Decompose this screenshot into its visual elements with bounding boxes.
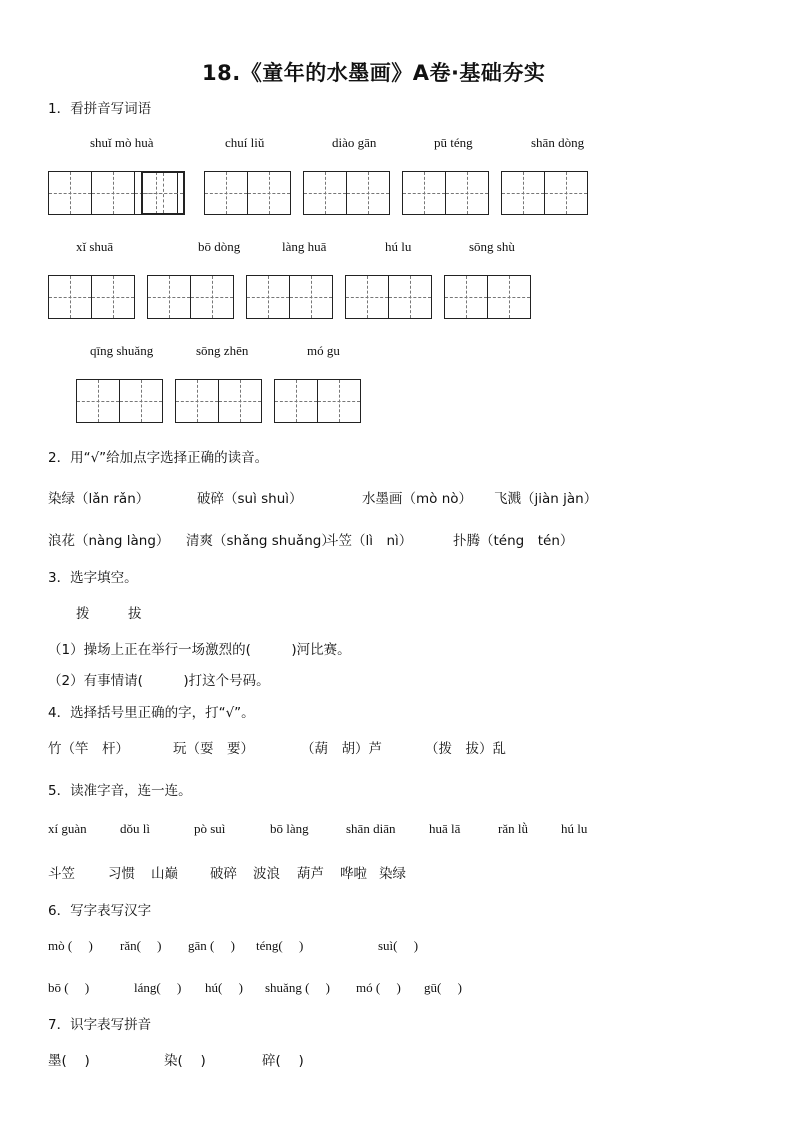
writing-cell[interactable] <box>274 379 318 423</box>
fill-sentence[interactable]: （2）有事情请( )打这个号码。 <box>48 673 270 689</box>
match-word[interactable]: 山巅 <box>151 866 178 882</box>
writing-grid[interactable] <box>246 275 332 319</box>
fill-blank[interactable]: rǎn( ) <box>120 938 162 953</box>
writing-cell[interactable] <box>317 379 361 423</box>
fill-sentence[interactable]: （1）操场上正在举行一场激烈的( )河比赛。 <box>48 642 351 658</box>
fill-blank[interactable]: 墨( ) <box>48 1053 90 1069</box>
fill-blank[interactable]: gū( ) <box>424 980 462 995</box>
writing-cell[interactable] <box>246 275 290 319</box>
pinyin-label: chuí liǔ <box>225 135 265 150</box>
writing-cell[interactable] <box>147 275 191 319</box>
choice-item[interactable]: 破碎（suì shuì） <box>197 491 303 507</box>
writing-cell[interactable] <box>91 171 135 215</box>
q6-heading: 6．写字表写汉字 <box>48 903 152 919</box>
choice-item[interactable]: （拨 拔）乱 <box>425 741 506 757</box>
pinyin-label: shān dòng <box>531 135 585 150</box>
fill-blank[interactable]: 碎( ) <box>262 1053 304 1069</box>
fill-blank[interactable]: gān ( ) <box>188 938 235 953</box>
choice-item[interactable]: 竹（竿 杆） <box>48 741 129 757</box>
writing-cell[interactable] <box>190 275 234 319</box>
writing-cell[interactable] <box>487 275 531 319</box>
pinyin-label: xǐ shuā <box>76 239 114 254</box>
writing-cell[interactable] <box>48 275 92 319</box>
match-pinyin[interactable]: huā lā <box>429 821 461 836</box>
writing-grid[interactable] <box>48 275 134 319</box>
writing-cell[interactable] <box>444 275 488 319</box>
writing-grid[interactable] <box>141 171 184 215</box>
match-pinyin[interactable]: rǎn lǜ <box>498 821 528 836</box>
q3-heading: 3．选字填空。 <box>48 570 138 586</box>
fill-blank[interactable]: bō ( ) <box>48 980 90 995</box>
pinyin-label: pū téng <box>434 135 473 150</box>
pinyin-label: diào gān <box>332 135 377 150</box>
match-pinyin[interactable]: dǒu lì <box>120 821 150 836</box>
fill-blank[interactable]: mò ( ) <box>48 938 93 953</box>
writing-cell[interactable] <box>119 379 163 423</box>
option-char: 拨 <box>76 606 90 622</box>
choice-item[interactable]: 飞溅（jiàn jàn） <box>494 491 598 507</box>
choice-item[interactable]: 染绿（lǎn rǎn） <box>48 491 150 507</box>
writing-grid[interactable] <box>402 171 488 215</box>
writing-cell[interactable] <box>303 171 347 215</box>
writing-grid[interactable] <box>444 275 530 319</box>
writing-grid[interactable] <box>175 379 261 423</box>
match-pinyin[interactable]: shān diān <box>346 821 396 836</box>
writing-grid[interactable] <box>147 275 233 319</box>
match-word[interactable]: 哗啦 <box>340 866 367 882</box>
choice-item[interactable]: （葫 胡）芦 <box>301 741 382 757</box>
match-word[interactable]: 波浪 <box>253 866 280 882</box>
match-word[interactable]: 破碎 <box>210 866 237 882</box>
match-word[interactable]: 染绿 <box>379 866 406 882</box>
writing-cell[interactable] <box>289 275 333 319</box>
choice-item[interactable]: 斗笠（lì nì） <box>325 533 413 549</box>
match-pinyin[interactable]: xí guàn <box>48 821 87 836</box>
writing-grid[interactable] <box>274 379 360 423</box>
pinyin-label: shuǐ mò huà <box>90 135 154 150</box>
writing-cell[interactable] <box>175 379 219 423</box>
writing-grid[interactable] <box>501 171 587 215</box>
pinyin-label: sōng zhēn <box>196 343 249 358</box>
pinyin-label: làng huā <box>282 239 327 254</box>
writing-cell[interactable] <box>346 171 390 215</box>
q2-heading: 2．用“√”给加点字选择正确的读音。 <box>48 450 269 466</box>
page-title: 18.《童年的水墨画》A卷·基础夯实 <box>202 61 546 85</box>
writing-cell[interactable] <box>218 379 262 423</box>
writing-cell[interactable] <box>141 171 185 215</box>
q5-heading: 5．读准字音，连一连。 <box>48 783 192 799</box>
pinyin-label: qīng shuǎng <box>90 343 154 358</box>
writing-cell[interactable] <box>247 171 291 215</box>
writing-grid[interactable] <box>76 379 162 423</box>
choice-item[interactable]: 水墨画（mò nò） <box>362 491 473 507</box>
q7-heading: 7．识字表写拼音 <box>48 1017 152 1033</box>
writing-cell[interactable] <box>48 171 92 215</box>
pinyin-label: sōng shù <box>469 239 515 254</box>
fill-blank[interactable]: láng( ) <box>134 980 182 995</box>
pinyin-label: mó gu <box>307 343 340 358</box>
match-pinyin[interactable]: pò suì <box>194 821 226 836</box>
writing-cell[interactable] <box>345 275 389 319</box>
writing-cell[interactable] <box>91 275 135 319</box>
writing-cell[interactable] <box>204 171 248 215</box>
match-word[interactable]: 习惯 <box>108 866 135 882</box>
choice-item[interactable]: 玩（耍 要） <box>173 741 254 757</box>
choice-item[interactable]: 扑腾（téng tén） <box>453 533 574 549</box>
writing-cell[interactable] <box>388 275 432 319</box>
fill-blank[interactable]: mó ( ) <box>356 980 401 995</box>
fill-blank[interactable]: suì( ) <box>378 938 419 953</box>
match-pinyin[interactable]: hú lu <box>561 821 588 836</box>
writing-grid[interactable] <box>345 275 431 319</box>
q1-heading: 1．看拼音写词语 <box>48 101 152 117</box>
pinyin-label: hú lu <box>385 239 412 254</box>
writing-grid[interactable] <box>204 171 290 215</box>
fill-blank[interactable]: hú( ) <box>205 980 243 995</box>
fill-blank[interactable]: téng( ) <box>256 938 304 953</box>
match-word[interactable]: 葫芦 <box>297 866 324 882</box>
option-char: 拔 <box>128 606 142 622</box>
choice-item[interactable]: 清爽（shǎng shuǎng） <box>186 533 335 549</box>
writing-cell[interactable] <box>445 171 489 215</box>
match-pinyin[interactable]: bō làng <box>270 821 309 836</box>
writing-cell[interactable] <box>402 171 446 215</box>
pinyin-label: bō dòng <box>198 239 241 254</box>
writing-grid[interactable] <box>303 171 389 215</box>
fill-blank[interactable]: shuǎng ( ) <box>265 980 330 995</box>
fill-blank[interactable]: 染( ) <box>164 1053 206 1069</box>
choice-item[interactable]: 浪花（nàng làng） <box>48 533 170 549</box>
match-word[interactable]: 斗笠 <box>48 866 75 882</box>
writing-cell[interactable] <box>501 171 545 215</box>
writing-cell[interactable] <box>544 171 588 215</box>
writing-cell[interactable] <box>76 379 120 423</box>
q4-heading: 4．选择括号里正确的字，打“√”。 <box>48 705 255 721</box>
